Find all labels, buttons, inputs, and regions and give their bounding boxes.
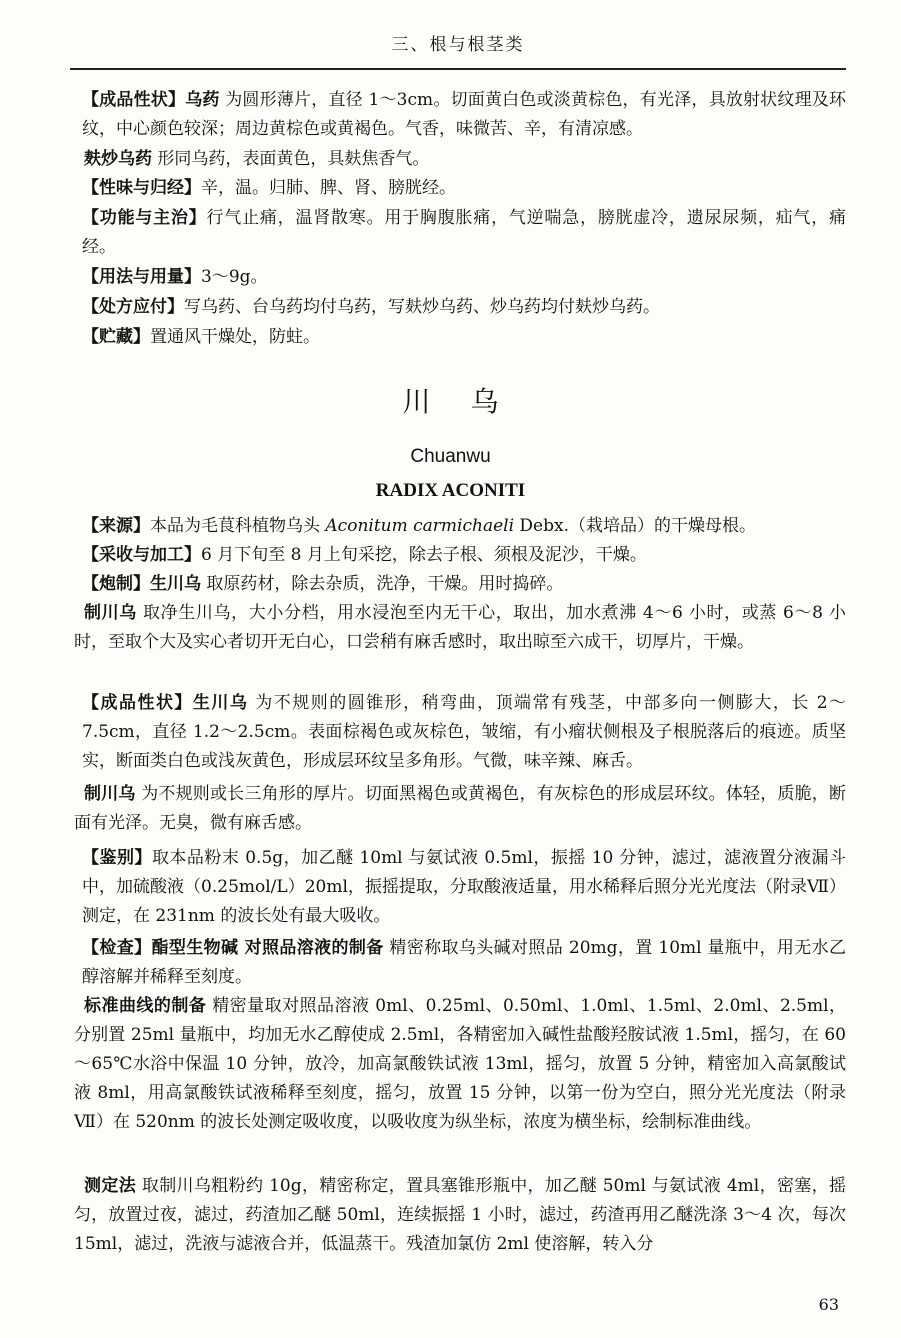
paragraph-text: 本品为毛茛科植物乌头 bbox=[150, 516, 326, 536]
paragraph-measurement bbox=[74, 1172, 846, 1259]
section-label: 【处方应付】 bbox=[82, 297, 184, 317]
section-label: 麸炒乌药 bbox=[84, 149, 152, 169]
paragraph-harvest bbox=[74, 541, 846, 570]
paragraph-fuchao-wuyao bbox=[74, 145, 846, 174]
section-label: 【来源】 bbox=[82, 516, 150, 536]
paragraph-text: 行气止痛，温肾散寒。用于胸腹胀痛，气逆喘急，膀胱虚冷，遗尿尿频，疝气，痛经。 bbox=[82, 208, 846, 257]
paragraph-text: 6 月下旬至 8 月上旬采挖，除去子根、须根及泥沙，干燥。 bbox=[201, 545, 647, 565]
section-label: 【鉴别】 bbox=[82, 848, 152, 868]
section-label: 【用法与用量】 bbox=[82, 267, 201, 287]
section-label: 【成品性状】生川乌 bbox=[82, 693, 249, 713]
entry-pinyin: Chuanwu bbox=[410, 446, 491, 467]
section-label: 测定法 bbox=[84, 1176, 137, 1196]
paragraph-text: Debx.（栽培品）的干燥母根。 bbox=[514, 516, 756, 536]
paragraph-storage bbox=[74, 323, 846, 352]
entry-title: 川乌 bbox=[402, 385, 539, 418]
paragraph-text: 写乌药、台乌药均付乌药，写麸炒乌药、炒乌药均付麸炒乌药。 bbox=[184, 297, 660, 317]
paragraph-text: 辛，温。归肺、脾、肾、膀胱经。 bbox=[201, 178, 456, 198]
paragraph-text: 取制川乌粗粉约 10g，精密称定，置具塞锥形瓶中，加乙醚 50ml 与氨试液 4ml，密塞，摇匀，放置过夜，滤过，药渣加乙醚 50ml，连续振摇 1 小时，滤过，药渣再用乙醚洗涤 3～4 次，每次 15ml，滤过，洗液与滤液合并，低温蒸干。残渣加氯仿 2ml 使溶解，转入分 bbox=[74, 1176, 847, 1254]
paragraph-dosage bbox=[74, 263, 846, 292]
paragraph-text: 取原药材，除去杂质，洗净，干燥。用时捣碎。 bbox=[201, 574, 564, 594]
paragraph-prescription bbox=[74, 293, 846, 322]
paragraph-text: 3～9g。 bbox=[201, 267, 268, 287]
paragraph-text: 为不规则或长三角形的厚片。切面黑褐色或黄褐色，有灰棕色的形成层环纹。体轻，质脆，断面有光泽。无臭，微有麻舌感。 bbox=[74, 784, 847, 833]
paragraph-text: 为圆形薄片，直径 1～3cm。切面黄白色或淡黄棕色，有光泽，具放射状纹理及环纹，中心颜色较深；周边黄棕色或黄褐色。气香，味微苦、辛，有清凉感。 bbox=[82, 90, 846, 139]
paragraph-product-character bbox=[74, 689, 846, 776]
section-label: 【成品性状】乌药 bbox=[82, 90, 220, 110]
paragraph-zhi-character bbox=[74, 780, 846, 838]
section-label: 标准曲线的制备 bbox=[84, 996, 207, 1016]
latin-species-name: Aconitum carmichaeli bbox=[325, 516, 515, 536]
paragraph-zhi-chuanwu bbox=[74, 599, 846, 657]
section-label: 制川乌 bbox=[84, 603, 137, 623]
section-label: 【炮制】生川乌 bbox=[82, 574, 201, 594]
section-label: 【贮藏】 bbox=[82, 327, 150, 347]
paragraph-text: 为不规则的圆锥形，稍弯曲，顶端常有残茎，中部多向一侧膨大，长 2～7.5cm，直径 1.2～2.5cm。表面棕褐色或灰棕色，皱缩，有小瘤状侧根及子根脱落后的痕迹。质坚实，断面类白色或浅灰黄色，形成层环纹呈多角形。气微，味辛辣、麻舌。 bbox=[82, 693, 847, 771]
paragraph-identification bbox=[74, 844, 846, 931]
paragraph-text: 精密量取对照品溶液 0ml、0.25ml、0.50ml、1.0ml、1.5ml、2.0ml、2.5ml，分别置 25ml 量瓶中，均加无水乙醇使成 2.5ml，各精密加入碱性盐酸羟胺试液 1.5ml，摇匀，在 60～65℃水浴中保温 10 分钟，放冷，加高氯酸铁试液 13ml，摇匀，放置 5 分钟，精密加入高氯酸试液 8ml，用高氯酸铁试液稀释至刻度，摇匀，放置 15 分钟，以第一份为空白，照分光光度法（附录Ⅶ）在 520nm 的波长处测定吸收度，以吸收度为纵坐标，浓度为横坐标，绘制标准曲线。 bbox=[74, 996, 847, 1132]
paragraph-text: 取净生川乌，大小分档，用水浸泡至内无干心，取出，加水煮沸 4～6 小时，或蒸 6～8 小时，至取个大及实心者切开无白心，口尝稍有麻舌感时，取出晾至六成干，切厚片，干燥。 bbox=[74, 603, 847, 652]
section-label: 【性味与归经】 bbox=[82, 178, 201, 198]
paragraph-function-indication bbox=[74, 204, 846, 262]
paragraph-text: 精密称取乌头碱对照品 20mg，置 10ml 量瓶中，用无水乙醇溶解并稀释至刻度。 bbox=[82, 938, 846, 987]
paragraph-text: 置通风干燥处，防蛀。 bbox=[150, 327, 320, 347]
paragraph-source bbox=[74, 512, 846, 541]
paragraph-standard-curve bbox=[74, 992, 846, 1137]
paragraph-text: 取本品粉末 0.5g，加乙醚 10ml 与氨试液 0.5ml，振摇 10 分钟，滤过，滤液置分液漏斗中，加硫酸液（0.25mol/L）20ml，振摇提取，分取酸液适量，用水稀释后照分光光度法（附录Ⅶ）测定，在 231nm 的波长处有最大吸收。 bbox=[82, 848, 847, 926]
section-label: 【检查】酯型生物碱 对照品溶液的制备 bbox=[82, 938, 384, 958]
section-label: 制川乌 bbox=[84, 784, 136, 804]
page-number: 63 bbox=[818, 1295, 839, 1314]
paragraph-processing bbox=[74, 570, 846, 599]
entry-latin-name: RADIX ACONITI bbox=[375, 480, 526, 501]
paragraph-flavor-meridian bbox=[74, 174, 846, 203]
paragraph-inspection bbox=[74, 934, 846, 992]
paragraph-text: 形同乌药，表面黄色，具麸焦香气。 bbox=[152, 149, 430, 169]
paragraph-wuyao-properties bbox=[74, 86, 846, 144]
section-label: 【采收与加工】 bbox=[82, 545, 201, 565]
section-label: 【功能与主治】 bbox=[82, 208, 207, 228]
running-header: 三、根与根茎类 bbox=[70, 28, 846, 70]
